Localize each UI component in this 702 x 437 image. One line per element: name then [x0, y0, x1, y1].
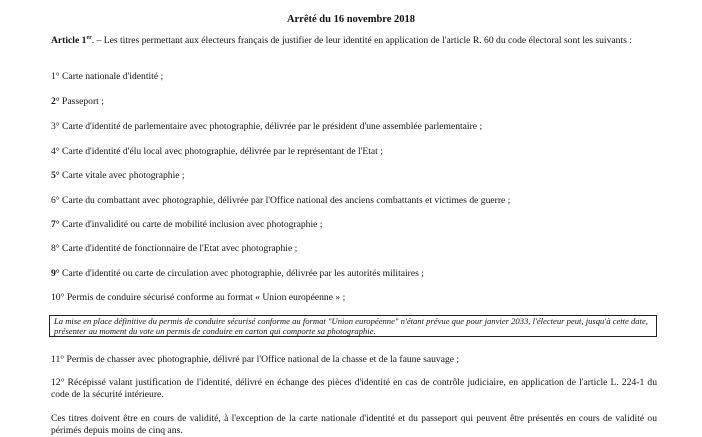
article-intro-text: Les titres permettant aux électeurs français de justifier de leur identité en application de l'article R. 60 du code électoral sont les suivants : [103, 35, 632, 46]
list-item [51, 121, 657, 133]
list-item-12 [51, 377, 657, 401]
item-number: 6° [51, 195, 60, 206]
item-text: Passeport ; [62, 96, 104, 107]
item-number: 9° [51, 268, 60, 279]
item-number: 10° [51, 292, 65, 303]
item-number: 1° [51, 71, 60, 82]
item-number: 4° [51, 146, 60, 157]
article-label: Article 1er [51, 35, 92, 46]
list-item [51, 292, 657, 304]
document-title: Arrêté du 16 novembre 2018 [286, 14, 416, 25]
item-number: 5° [51, 170, 60, 181]
boxed-note: La mise en place définitive du permis de conduire sécurisé conforme au format "Union européenne" n'étant prévue que pour janvier 2033, l'électeur peut, jusqu'à cette date, présenter au moment du vote un permis de conduire en carton qui comporte sa photographie. [49, 315, 657, 337]
article-dash: . – [91, 35, 104, 46]
closing-paragraph: Ces titres doivent être en cours de validité, à l'exception de la carte nationale d'identité et du passeport qui peuvent être présentés en cours de validité ou périmés depuis moins de cinq ans. [51, 413, 657, 436]
item-number: 12° [51, 377, 65, 388]
item-number: 8° [51, 243, 60, 254]
item-text: Carte d'identité ou carte de circulation avec photographie, délivrée par les autorités militaires ; [62, 268, 424, 279]
list-item [51, 354, 657, 366]
list-item [51, 96, 657, 108]
item-text: Carte vitale avec photographie ; [62, 170, 185, 181]
item-text: Permis de conduire sécurisé conforme au format « Union européenne » ; [66, 292, 346, 303]
item-number: 11° [51, 354, 65, 365]
item-text: Carte d'identité de fonctionnaire de l'Etat avec photographie ; [62, 243, 298, 254]
list-item [51, 146, 657, 158]
item-text: Carte nationale d'identité ; [62, 71, 164, 82]
list-item [51, 268, 657, 280]
item-text: Permis de chasser avec photographie, délivré par l'Office national de la chasse et de la faune sauvage ; [66, 354, 460, 365]
item-text: Carte du combattant avec photographie, délivrée par l'Office national des anciens combattants et victimes de guerre ; [62, 195, 511, 206]
article-intro [51, 32, 657, 47]
item-number: 7° [51, 219, 60, 230]
item-text: Carte d'identité d'élu local avec photographie, délivrée par le représentant de l'Etat ; [62, 146, 383, 157]
item-number: 3° [51, 121, 60, 132]
item-text: Récépissé valant justification de l'identité, délivré en échange des pièces d'identité en cas de contrôle judiciaire, en application de l'article L. 224-1 du code de la sécurité intérieure. [51, 377, 657, 400]
list-item [51, 219, 657, 231]
list-item [51, 195, 657, 207]
item-text: Carte d'invalidité ou carte de mobilité inclusion avec photographie ; [62, 219, 323, 230]
list-item [51, 243, 657, 255]
item-text: Carte d'identité de parlementaire avec photographie, délivrée par le président d'une assemblée parlementaire ; [62, 121, 483, 132]
list-item [51, 71, 657, 83]
item-number: 2° [51, 96, 60, 107]
list-item [51, 170, 657, 182]
